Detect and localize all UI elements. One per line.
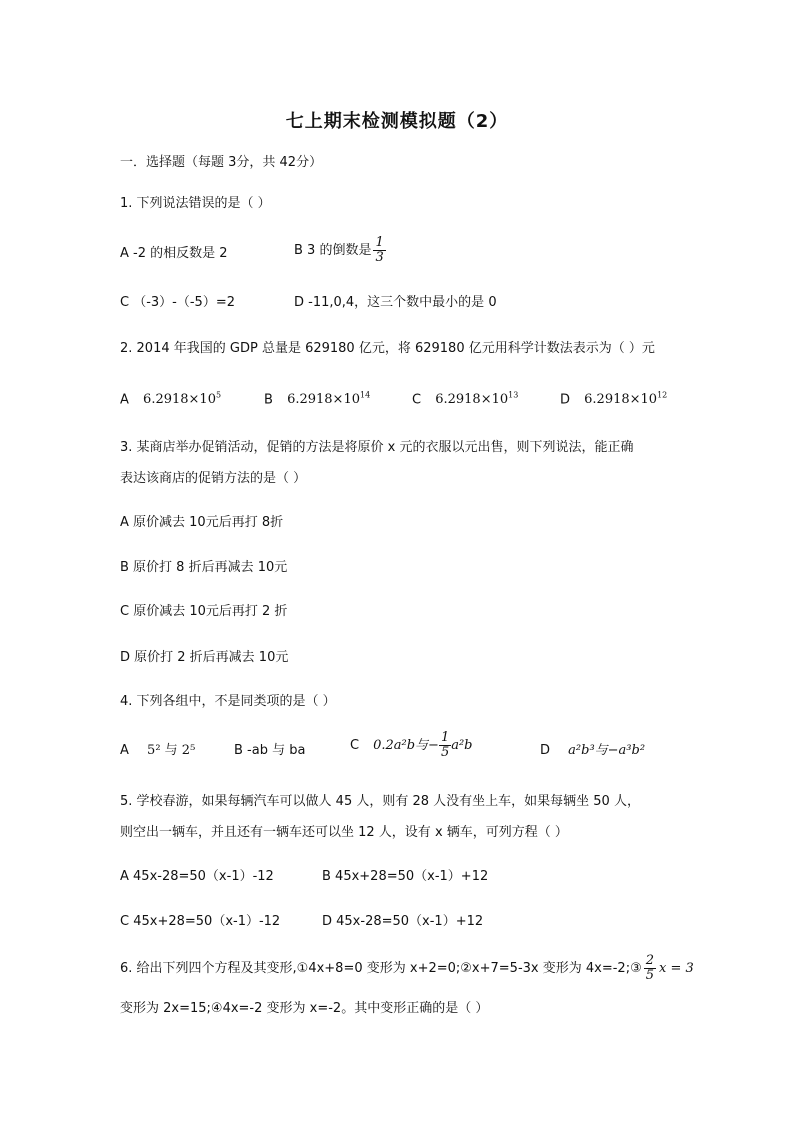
q6-stem-line2: 变形为 2x=15;④4x=-2 变形为 x=-2。其中变形正确的是（ ） [120,1001,489,1016]
q2-stem: 2. 2014 年我国的 GDP 总量是 629180 亿元，将 629180 亿元用科学计数法表示为（ ）元 [120,341,655,356]
q3-option-d: D 原价打 2 折后再减去 10元 [120,650,289,665]
q1-option-a: A -2 的相反数是 2 [120,246,228,261]
section-heading: 一．选择题（每题 3分，共 42分） [120,155,323,170]
option-math [287,392,370,407]
math-base: 6.2918×10 [143,392,216,408]
q5-option-d: D 45x-28=50（x-1）+12 [322,914,484,929]
q4-option-a [120,744,195,757]
option-math: a²b [451,737,473,753]
option-math: 0.2a²b与− [373,737,439,753]
q5-option-c: C 45x+28=50（x-1）-12 [120,914,281,929]
q5-stem-line2: 则空出一辆车，并且还有一辆车还可以坐 12 人，设有 x 辆车，可列方程（ ） [120,825,568,840]
fraction-numerator: 1 [440,730,450,745]
q1-option-b-text: B 3 的倒数是 [294,242,372,258]
q3-option-b: B 原价打 8 折后再减去 10元 [120,560,288,575]
page-title: 七上期末检测模拟题（2） [285,111,509,132]
option-math [435,392,518,407]
q1-stem: 1. 下列说法错误的是（ ） [120,196,271,211]
q1-option-b-fraction [373,236,385,264]
fraction-numerator: 1 [375,235,384,250]
option-math [143,392,221,407]
option-math [584,392,667,407]
q1-option-d: D -11,0,4，这三个数中最小的是 0 [294,295,497,310]
q4-option-d [540,744,645,757]
option-math: 5² 与 2⁵ [147,743,196,758]
q6-stem-text: 6. 给出下列四个方程及其变形,①4x+8=0 变形为 x+2=0;②x+7=5-3x 变形为 4x=-2;③ [120,960,642,976]
math-base: 6.2918×10 [435,392,509,408]
q4-option-c [350,731,473,759]
q2-option-a [120,392,221,406]
math-exponent: 13 [508,391,519,400]
option-label: C [350,737,360,753]
option-label: A [120,743,129,758]
option-label: C [412,392,422,408]
q1-option-b [294,236,386,264]
option-label: D [560,392,571,408]
math-exponent: 14 [359,391,371,400]
q5-option-b: B 45x+28=50（x-1）+12 [322,869,489,884]
fraction-denominator: 5 [440,744,450,760]
fraction-denominator: 5 [645,967,655,983]
q4-option-c-fraction [439,731,451,759]
q4-stem: 4. 下列各组中，不是同类项的是（ ） [120,694,336,709]
q6-stem-line1 [120,954,694,982]
q3-option-c: C 原价减去 10元后再打 2 折 [120,604,288,619]
q5-option-a: A 45x-28=50（x-1）-12 [120,869,274,884]
q3-option-a: A 原价减去 10元后再打 8折 [120,515,284,530]
option-label: A [120,392,129,408]
option-math: a²b³与−a³b² [568,743,646,758]
fraction-denominator: 3 [375,249,384,265]
q5-stem-line1: 5. 学校春游，如果每辆汽车可以做人 45 人，则有 28 人没有坐上车，如果每辆坐 50 人， [120,794,640,809]
q1-option-c: C （-3）-（-5）=2 [120,295,235,310]
math-exponent: 5 [215,391,222,400]
q2-option-c [412,392,518,406]
q6-fraction [644,954,656,982]
q3-stem-line2: 表达该商店的促销方法的是（ ） [120,471,307,486]
q2-option-d [560,392,667,406]
fraction-numerator: 2 [645,953,655,968]
option-label: D [540,743,551,758]
q6-equation-tail: x = 3 [659,960,694,976]
math-base: 6.2918×10 [287,392,360,408]
math-base: 6.2918×10 [584,392,658,408]
q3-stem-line1: 3. 某商店举办促销活动，促销的方法是将原价 x 元的衣服以元出售，则下列说法，能正确 [120,440,634,455]
math-exponent: 12 [657,391,668,400]
option-label: B [264,392,273,408]
q2-option-b [264,392,370,406]
q4-option-b: B -ab 与 ba [234,743,306,758]
